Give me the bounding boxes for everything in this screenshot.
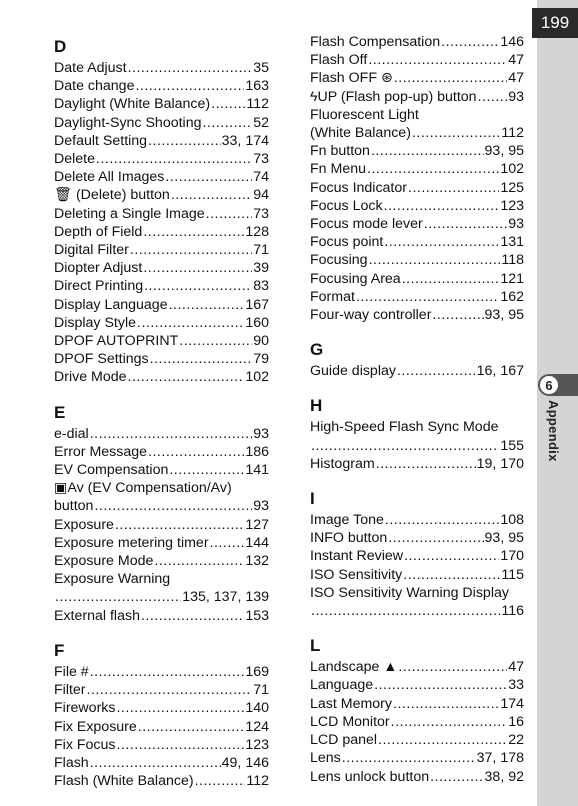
entry-name: Filter — [54, 682, 86, 699]
entry-name: Image Tone — [310, 512, 384, 529]
index-entry-prefix: ISO Sensitivity Warning Display — [310, 584, 509, 601]
leader-dots — [169, 296, 245, 314]
index-entry[interactable] — [310, 695, 524, 713]
index-entry[interactable] — [310, 33, 524, 51]
page-number: 199 — [532, 8, 578, 38]
entry-pages: 38, 92 — [484, 768, 524, 785]
entry-name: Delete — [54, 151, 96, 168]
leader-dots — [408, 179, 499, 197]
entry-pages: 93, 95 — [484, 307, 524, 324]
leader-dots — [311, 437, 499, 455]
leader-dots — [412, 124, 500, 142]
entry-pages: 135, 137, 139 — [182, 589, 269, 606]
leader-dots — [154, 552, 244, 570]
entry-name: Four-way controller — [310, 307, 432, 324]
leader-dots — [378, 731, 507, 749]
leader-dots — [394, 69, 507, 87]
index-entry[interactable] — [310, 749, 524, 767]
index-entry[interactable] — [54, 736, 269, 754]
entry-pages: 102 — [500, 161, 524, 178]
leader-dots — [117, 736, 245, 754]
entry-pages: 155 — [500, 437, 524, 454]
leader-dots — [87, 681, 253, 699]
index-entry[interactable] — [54, 699, 269, 717]
entry-name: Exposure — [54, 516, 114, 533]
leader-dots — [356, 288, 499, 306]
entry-pages: 73 — [253, 205, 269, 222]
entry-name: Fireworks — [54, 700, 116, 717]
entry-name: 🗑 (Delete) button — [54, 187, 170, 204]
entry-pages: 90 — [253, 333, 269, 350]
entry-pages: 93, 95 — [484, 143, 524, 160]
leader-dots — [398, 658, 507, 676]
leader-dots — [367, 160, 499, 178]
entry-name: Format — [310, 288, 355, 305]
entry-name: Depth of Field — [54, 223, 143, 240]
index-section — [310, 487, 524, 620]
index-entry[interactable] — [54, 168, 269, 186]
entry-name: Exposure Mode — [54, 553, 154, 570]
entry-pages: 112 — [246, 773, 269, 790]
entry-name: ISO Sensitivity — [310, 566, 403, 583]
section-letter: H — [310, 396, 323, 416]
entry-name: INFO button — [310, 530, 388, 547]
entry-pages: 123 — [245, 736, 269, 753]
entry-name: DPOF Settings — [54, 351, 149, 368]
leader-dots — [403, 566, 500, 584]
entry-pages: 71 — [253, 242, 269, 259]
leader-dots — [195, 772, 246, 790]
entry-pages: 132 — [245, 553, 269, 570]
entry-pages: 37, 178 — [476, 750, 524, 767]
section-letter: E — [54, 402, 66, 422]
entry-name: Landscape ▲ — [310, 659, 398, 676]
entry-name: Fn Menu — [310, 161, 366, 178]
leader-dots — [90, 754, 221, 772]
leader-dots — [397, 362, 476, 380]
entry-name: LCD Monitor — [310, 713, 390, 730]
leader-dots — [404, 547, 499, 565]
index-entry[interactable] — [310, 88, 524, 106]
entry-pages: 125 — [500, 179, 524, 196]
entry-pages: 170 — [500, 548, 524, 565]
index-entry[interactable] — [310, 602, 524, 620]
index-entry[interactable] — [54, 205, 269, 223]
leader-dots — [311, 602, 500, 620]
index-entry[interactable] — [54, 663, 269, 681]
leader-dots — [96, 150, 252, 168]
entry-name: Date Adjust — [54, 60, 127, 76]
leader-dots — [441, 33, 499, 51]
entry-pages: 144 — [245, 534, 269, 551]
entry-pages: 167 — [245, 296, 269, 313]
index-entry-prefix: ▣Av (EV Compensation/Av) — [54, 480, 232, 497]
index-entry[interactable] — [54, 241, 269, 259]
entry-pages: 94 — [253, 187, 269, 204]
index-entry[interactable] — [54, 59, 269, 77]
leader-dots — [141, 607, 244, 625]
entry-name: Language — [310, 677, 374, 694]
entry-name: Guide display — [310, 363, 396, 380]
leader-dots — [116, 699, 244, 717]
index-entry[interactable] — [54, 425, 269, 443]
index-entry[interactable] — [310, 658, 524, 676]
leader-dots — [135, 77, 244, 95]
entry-pages: 83 — [253, 278, 269, 295]
index-section — [54, 639, 269, 790]
entry-pages: 33, 174 — [221, 132, 269, 149]
index-entry[interactable] — [54, 259, 269, 277]
leader-dots — [206, 205, 253, 223]
entry-pages: 131 — [500, 234, 524, 251]
leader-dots — [374, 676, 507, 694]
leader-dots — [369, 251, 501, 269]
index-entry[interactable] — [310, 455, 524, 473]
index-entry[interactable] — [54, 681, 269, 699]
index-entry[interactable] — [54, 552, 269, 570]
entry-name: Daylight-Sync Shooting — [54, 114, 202, 131]
leader-dots — [130, 241, 252, 259]
index-entry-prefix: Fluorescent Light — [310, 106, 419, 123]
leader-dots — [368, 51, 507, 69]
leader-dots — [424, 215, 507, 233]
index-column-right — [310, 33, 524, 800]
entry-name: Fix Focus — [54, 736, 116, 753]
leader-dots — [179, 332, 252, 350]
entry-name: Exposure metering timer — [54, 534, 209, 551]
entry-pages: 73 — [253, 151, 269, 168]
index-entry[interactable] — [310, 142, 524, 160]
leader-dots — [165, 168, 252, 186]
entry-name: ϟUP (Flash pop-up) button — [310, 88, 477, 105]
leader-dots — [478, 88, 508, 106]
leader-dots — [388, 529, 483, 547]
entry-pages: 116 — [501, 603, 524, 620]
entry-name: External flash — [54, 607, 140, 624]
leader-dots — [143, 223, 244, 241]
section-letter: L — [310, 636, 321, 656]
entry-pages: 146 — [500, 34, 524, 50]
entry-name: Error Message — [54, 443, 148, 460]
entry-pages: 162 — [500, 288, 524, 305]
index-entry[interactable] — [54, 534, 269, 552]
entry-pages: 71 — [253, 682, 269, 699]
entry-pages: 140 — [245, 700, 269, 717]
entry-pages: 49, 146 — [221, 754, 269, 771]
entry-pages: 16 — [508, 713, 524, 730]
index-entry[interactable] — [54, 350, 269, 368]
entry-pages: 160 — [245, 314, 269, 331]
entry-name: Focus Indicator — [310, 179, 407, 196]
leader-dots — [202, 114, 252, 132]
entry-pages: 141 — [245, 462, 269, 479]
leader-dots — [385, 511, 499, 529]
index-entry[interactable] — [54, 607, 269, 625]
leader-dots — [137, 314, 244, 332]
entry-name: Flash — [54, 754, 89, 771]
leader-dots — [384, 197, 500, 215]
leader-dots — [128, 368, 245, 386]
index-entry[interactable] — [54, 314, 269, 332]
entry-name: EV Compensation — [54, 462, 169, 479]
index-entry[interactable] — [310, 437, 524, 455]
entry-pages: 112 — [246, 96, 269, 113]
index-entry[interactable] — [310, 529, 524, 547]
entry-pages: 112 — [501, 125, 524, 142]
entry-name: Date change — [54, 78, 135, 95]
leader-dots — [371, 142, 484, 160]
entry-pages: 123 — [500, 197, 524, 214]
index-entry[interactable] — [54, 186, 269, 204]
index-entry[interactable] — [54, 443, 269, 461]
index-entry[interactable] — [310, 160, 524, 178]
entry-pages: 127 — [245, 516, 269, 533]
entry-name: Focus Lock — [310, 197, 383, 214]
leader-dots — [143, 259, 252, 277]
entry-name: Last Memory — [310, 695, 392, 712]
section-letter: D — [54, 37, 67, 56]
leader-dots — [138, 718, 245, 736]
entry-name: Direct Printing — [54, 278, 144, 295]
entry-name: e-dial — [54, 425, 89, 442]
index-entry[interactable] — [310, 270, 524, 288]
index-entry[interactable] — [310, 676, 524, 694]
entry-name: DPOF AUTOPRINT — [54, 333, 179, 350]
entry-name: Flash Off — [310, 52, 368, 69]
entry-name: Display Language — [54, 296, 168, 313]
index-entry[interactable] — [310, 713, 524, 731]
section-letter: F — [54, 640, 65, 660]
chapter-number: 6 — [540, 376, 558, 394]
index-entry[interactable] — [310, 233, 524, 251]
leader-dots — [90, 425, 253, 443]
entry-name: Digital Filter — [54, 242, 129, 259]
entry-pages: 79 — [253, 351, 269, 368]
index-entry[interactable] — [310, 306, 524, 324]
entry-pages: 52 — [253, 114, 269, 131]
index-entry[interactable] — [54, 114, 269, 132]
entry-pages: 124 — [245, 718, 269, 735]
entry-name: Histogram — [310, 455, 375, 472]
leader-dots — [148, 132, 221, 150]
leader-dots — [148, 443, 244, 461]
section-letter: G — [310, 340, 324, 360]
entry-name: Flash Compensation — [310, 34, 441, 50]
entry-name: button — [54, 498, 94, 515]
entry-pages: 22 — [508, 732, 524, 749]
entry-name: Lens — [310, 750, 341, 767]
leader-dots — [144, 277, 252, 295]
entry-pages: 47 — [508, 659, 524, 676]
entry-pages: 93 — [508, 88, 524, 105]
entry-pages: 93 — [253, 498, 269, 515]
index-entry[interactable] — [54, 461, 269, 479]
index-entry[interactable] — [310, 215, 524, 233]
entry-name: File # — [54, 663, 89, 680]
entry-pages: 115 — [501, 566, 524, 583]
index-entry[interactable] — [310, 197, 524, 215]
leader-dots — [128, 59, 253, 77]
entry-name: Display Style — [54, 314, 137, 331]
index-entry[interactable] — [54, 588, 269, 606]
leader-dots — [211, 95, 245, 113]
leader-dots — [393, 695, 499, 713]
entry-name: (White Balance) — [310, 125, 411, 142]
index-entry[interactable] — [54, 95, 269, 113]
entry-name: Focus mode lever — [310, 216, 423, 233]
index-column-left — [54, 33, 269, 804]
index-entry[interactable] — [54, 296, 269, 314]
leader-dots — [430, 768, 483, 786]
index-entry[interactable] — [310, 69, 524, 87]
entry-pages: 169 — [245, 663, 269, 680]
index-section — [54, 35, 269, 387]
index-entry[interactable] — [310, 51, 524, 69]
index-entry[interactable] — [310, 511, 524, 529]
entry-name: Default Setting — [54, 132, 148, 149]
leader-dots — [376, 455, 476, 473]
entry-name: Lens unlock button — [310, 768, 430, 785]
entry-pages: 163 — [245, 78, 269, 95]
entry-name: Focus point — [310, 234, 384, 251]
entry-pages: 33 — [508, 677, 524, 694]
index-entry[interactable] — [310, 288, 524, 306]
index-entry[interactable] — [54, 772, 269, 790]
entry-pages: 19, 170 — [476, 455, 524, 472]
entry-name: Diopter Adjust — [54, 260, 143, 277]
entry-name: Daylight (White Balance) — [54, 96, 211, 113]
entry-name: Flash OFF ⊛ — [310, 70, 393, 87]
entry-pages: 47 — [508, 52, 524, 69]
entry-pages: 121 — [500, 270, 524, 287]
leader-dots — [169, 461, 244, 479]
chapter-label: Appendix — [546, 400, 561, 462]
entry-name: LCD panel — [310, 732, 378, 749]
entry-name: Focusing — [310, 252, 368, 269]
entry-name: Deleting a Single Image — [54, 205, 205, 222]
entry-pages: 93 — [508, 216, 524, 233]
index-entry[interactable] — [54, 77, 269, 95]
entry-name: Delete All Images — [54, 169, 165, 186]
leader-dots — [90, 663, 245, 681]
index-entry[interactable] — [310, 731, 524, 749]
index-entry-prefix: Exposure Warning — [54, 571, 171, 588]
entry-name: Drive Mode — [54, 369, 127, 386]
index-entry-prefix: High-Speed Flash Sync Mode — [310, 419, 499, 436]
index-entry[interactable] — [54, 368, 269, 386]
entry-pages: 47 — [508, 70, 524, 87]
index-entry[interactable] — [310, 768, 524, 786]
entry-pages: 74 — [253, 169, 269, 186]
index-entry[interactable] — [54, 223, 269, 241]
entry-pages: 35 — [253, 60, 269, 76]
entry-name: Focusing Area — [310, 270, 401, 287]
index-section — [310, 33, 524, 324]
index-entry[interactable] — [310, 362, 524, 380]
entry-pages: 39 — [253, 260, 269, 277]
entry-pages: 108 — [500, 512, 524, 529]
entry-pages: 102 — [245, 369, 269, 386]
entry-pages: 93, 95 — [484, 530, 524, 547]
index-entry[interactable] — [310, 251, 524, 269]
index-entry[interactable] — [54, 332, 269, 350]
leader-dots — [150, 350, 253, 368]
entry-pages: 174 — [500, 695, 524, 712]
index-entry[interactable] — [54, 132, 269, 150]
entry-pages: 128 — [245, 223, 269, 240]
index-section — [310, 394, 524, 473]
entry-pages: 186 — [245, 443, 269, 460]
entry-pages: 16, 167 — [476, 363, 524, 380]
entry-name: Flash (White Balance) — [54, 773, 194, 790]
entry-pages: 153 — [245, 607, 269, 624]
leader-dots — [384, 233, 499, 251]
index-entry[interactable] — [54, 718, 269, 736]
entry-pages: 118 — [501, 252, 524, 269]
index-entry[interactable] — [54, 150, 269, 168]
leader-dots — [171, 186, 252, 204]
index-entry[interactable] — [310, 566, 524, 584]
entry-name: Fn button — [310, 143, 370, 160]
index-entry[interactable] — [54, 497, 269, 515]
entry-name: Instant Review — [310, 548, 404, 565]
leader-dots — [94, 497, 252, 515]
section-letter: I — [310, 489, 315, 509]
index-section — [310, 634, 524, 785]
entry-pages: 93 — [253, 425, 269, 442]
index-entry[interactable] — [54, 754, 269, 772]
index-entry[interactable] — [310, 547, 524, 565]
index-entry[interactable] — [54, 516, 269, 534]
leader-dots — [55, 588, 181, 606]
leader-dots — [210, 534, 245, 552]
index-entry[interactable] — [54, 277, 269, 295]
leader-dots — [115, 516, 244, 534]
leader-dots — [342, 749, 476, 767]
index-section — [310, 338, 524, 380]
leader-dots — [402, 270, 500, 288]
index-entry[interactable] — [310, 179, 524, 197]
index-section — [54, 401, 269, 625]
leader-dots — [391, 713, 508, 731]
entry-name: Fix Exposure — [54, 718, 137, 735]
index-entry[interactable] — [310, 124, 524, 142]
leader-dots — [432, 306, 483, 324]
